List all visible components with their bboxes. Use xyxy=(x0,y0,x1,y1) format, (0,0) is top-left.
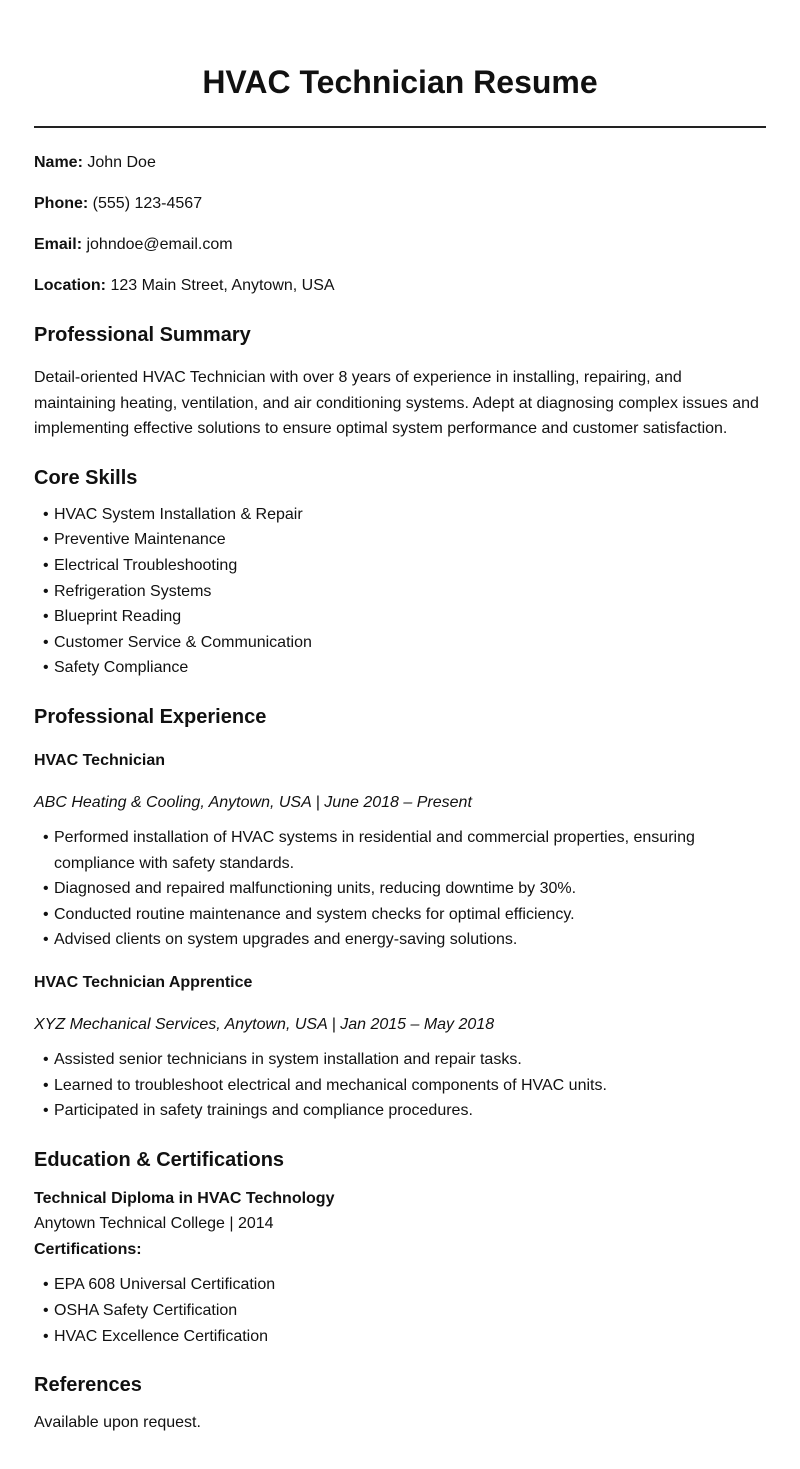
references-text: Available upon request. xyxy=(34,1414,201,1432)
name-value: John Doe xyxy=(87,154,156,171)
location-value: 123 Main Street, Anytown, USA xyxy=(110,277,335,294)
skill-item: • Safety Compliance xyxy=(34,655,766,681)
phone-value: (555) 123-4567 xyxy=(92,195,203,212)
location-label: Location: xyxy=(34,277,106,294)
contact-name xyxy=(34,152,766,174)
page-title: HVAC Technician Resume xyxy=(202,64,598,100)
contact-location xyxy=(34,275,766,297)
skill-item: • Customer Service & Communication xyxy=(34,630,766,656)
job-meta: XYZ Mechanical Services, Anytown, USA | Jan 2015 – May 2018 xyxy=(34,1015,495,1033)
job-bullet: • Diagnosed and repaired malfunctioning units, reducing downtime by 30%. xyxy=(34,876,766,902)
summary-heading: Professional Summary xyxy=(34,324,251,346)
job-bullet: • Assisted senior technicians in system installation and repair tasks. xyxy=(34,1047,766,1073)
skill-item: • HVAC System Installation & Repair xyxy=(34,502,766,528)
skill-item: • Preventive Maintenance xyxy=(34,527,766,553)
skills-list xyxy=(34,502,766,681)
job-bullet: • Learned to troubleshoot electrical and mechanical components of HVAC units. xyxy=(34,1073,766,1099)
education-heading: Education & Certifications xyxy=(34,1148,285,1171)
skill-item: • Refrigeration Systems xyxy=(34,579,766,605)
degree-title: Technical Diploma in HVAC Technology xyxy=(34,1189,335,1207)
school-line: Anytown Technical College | 2014 xyxy=(34,1215,274,1233)
skill-item: • Electrical Troubleshooting xyxy=(34,553,766,579)
title-divider xyxy=(34,126,766,128)
job-bullet: • Performed installation of HVAC systems in residential and commercial properties, ensuring compliance with safety standards. xyxy=(34,825,766,876)
job-entry xyxy=(34,972,766,1124)
email-label: Email: xyxy=(34,236,83,253)
job-bullet: • Participated in safety trainings and compliance procedures. xyxy=(34,1098,766,1124)
certifications-list xyxy=(34,1272,766,1349)
references-heading: References xyxy=(34,1374,142,1397)
certifications-label: Certifications: xyxy=(34,1240,142,1258)
job-bullets xyxy=(34,1047,766,1124)
job-entry xyxy=(34,750,766,953)
contact-info xyxy=(34,152,766,297)
job-title: HVAC Technician xyxy=(34,751,165,769)
certification-item: • OSHA Safety Certification xyxy=(34,1298,766,1324)
job-meta: ABC Heating & Cooling, Anytown, USA | June 2018 – Present xyxy=(34,793,472,811)
skills-heading: Core Skills xyxy=(34,466,138,489)
job-bullets xyxy=(34,825,766,953)
contact-phone xyxy=(34,193,766,215)
contact-email xyxy=(34,234,766,256)
name-label: Name: xyxy=(34,154,83,171)
phone-label: Phone: xyxy=(34,195,89,212)
job-bullet: • Advised clients on system upgrades and energy-saving solutions. xyxy=(34,927,766,953)
email-value: johndoe@email.com xyxy=(86,236,233,253)
certification-item: • HVAC Excellence Certification xyxy=(34,1324,766,1350)
job-title: HVAC Technician Apprentice xyxy=(34,973,253,991)
experience-heading: Professional Experience xyxy=(34,705,267,728)
skill-item: • Blueprint Reading xyxy=(34,604,766,630)
certification-item: • EPA 608 Universal Certification xyxy=(34,1272,766,1298)
summary-text: Detail-oriented HVAC Technician with over 8 years of experience in installing, repairing, and maintaining heating, ventilation, and air conditioning systems. Adept at diagnosing complex issues and implementing effective solutions to ensure optimal system performance and customer satisfaction. xyxy=(34,369,759,438)
job-bullet: • Conducted routine maintenance and system checks for optimal efficiency. xyxy=(34,902,766,928)
